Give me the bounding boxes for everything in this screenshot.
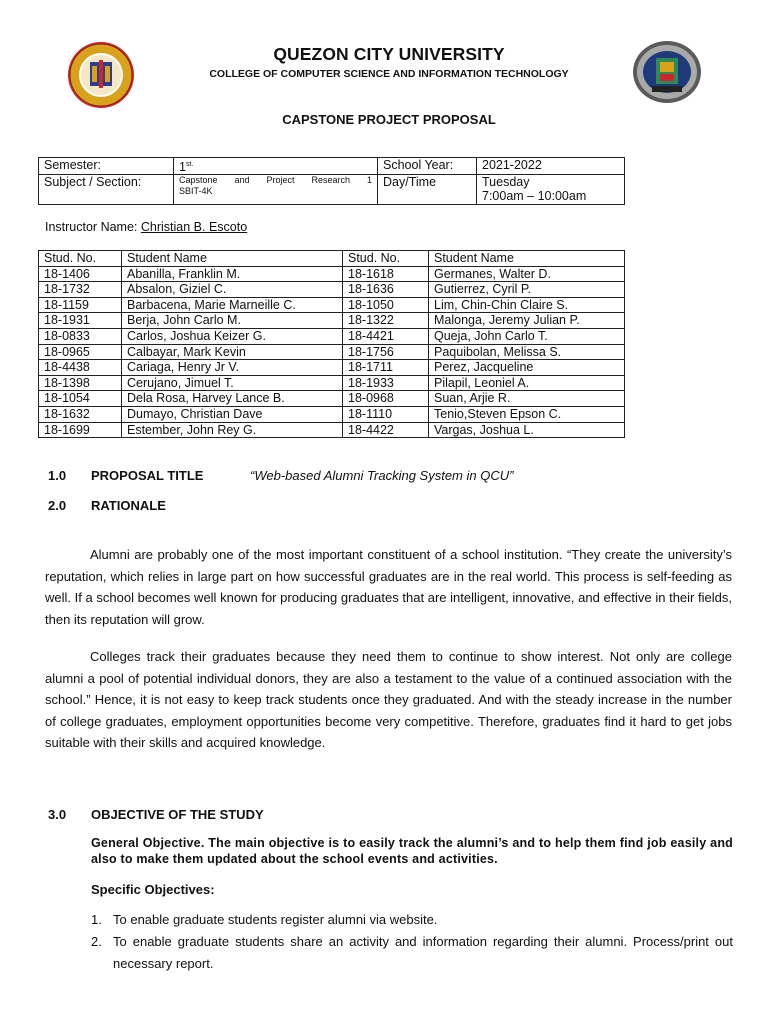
student-name-cell: Berja, John Carlo M. <box>122 313 343 329</box>
column-header: Stud. No. <box>343 251 429 267</box>
list-item-number: 1. <box>91 912 102 927</box>
students-table-header <box>39 251 625 267</box>
rationale-paragraph-1: Alumni are probably one of the most important constituent of a school institution. “They create the university’s reputation, which relies in large part on how successful graduates are in the real world. This process is self-feeding as well. If a school becomes well known for producing graduates that are intelligent, innovative, and effective in their fields, then its reputation will grow. <box>45 547 732 627</box>
table-row <box>39 282 625 298</box>
table-row <box>39 344 625 360</box>
student-number-cell: 18-1711 <box>343 360 429 376</box>
list-item-text: To enable graduate students share an activity and information regarding their alumni. Process/print out necessary report. <box>113 934 733 971</box>
student-name-cell: Perez, Jacqueline <box>429 360 625 376</box>
section-3-title: OBJECTIVE OF THE STUDY <box>91 807 264 822</box>
student-number-cell: 18-4421 <box>343 328 429 344</box>
column-header: Stud. No. <box>39 251 122 267</box>
student-number-cell: 18-1732 <box>39 282 122 298</box>
student-number-cell: 18-1322 <box>343 313 429 329</box>
semester-label: Semester: <box>39 158 174 175</box>
student-number-cell: 18-1398 <box>39 375 122 391</box>
table-row <box>39 266 625 282</box>
table-row <box>39 360 625 376</box>
table-row <box>39 328 625 344</box>
instructor-label: Instructor Name: <box>45 220 141 234</box>
student-name-cell: Dela Rosa, Harvey Lance B. <box>122 391 343 407</box>
student-number-cell: 18-0833 <box>39 328 122 344</box>
document-title: CAPSTONE PROJECT PROPOSAL <box>282 112 496 127</box>
semester-value: $1^{st.}$ <box>174 158 378 175</box>
list-item-number: 2. <box>91 934 102 949</box>
student-name-cell: Calbayar, Mark Kevin <box>122 344 343 360</box>
subject-line-1 <box>179 175 372 186</box>
daytime-label: Day/Time <box>378 175 477 205</box>
table-row <box>39 406 625 422</box>
specific-objectives-label: Specific Objectives: <box>91 882 215 897</box>
list-item <box>91 909 733 931</box>
student-name-cell: Absalon, Giziel C. <box>122 282 343 298</box>
subject-word: 1 <box>366 175 372 186</box>
student-name-cell: Gutierrez, Cyril P. <box>429 282 625 298</box>
subject-word: Project <box>266 175 295 186</box>
student-number-cell: 18-1618 <box>343 266 429 282</box>
student-number-cell: 18-1699 <box>39 422 122 438</box>
student-number-cell: 18-1931 <box>39 313 122 329</box>
specific-objectives-list <box>91 909 733 975</box>
students-table <box>38 250 625 438</box>
ccsit-seal-logo <box>632 40 702 104</box>
student-number-cell: 18-0965 <box>39 344 122 360</box>
school-year-value: 2021-2022 <box>477 158 625 175</box>
student-number-cell: 18-1110 <box>343 406 429 422</box>
student-number-cell: 18-1406 <box>39 266 122 282</box>
student-name-cell: Cerujano, Jimuel T. <box>122 375 343 391</box>
student-number-cell: 18-4438 <box>39 360 122 376</box>
student-name-cell: Carlos, Joshua Keizer G. <box>122 328 343 344</box>
table-row <box>39 422 625 438</box>
course-info-table <box>38 157 625 205</box>
student-number-cell: 18-1050 <box>343 297 429 313</box>
student-number-cell: 18-1632 <box>39 406 122 422</box>
student-name-cell: Queja, John Carlo T. <box>429 328 625 344</box>
list-item-text: To enable graduate students register alumni via website. <box>113 912 438 927</box>
student-number-cell: 18-0968 <box>343 391 429 407</box>
table-row <box>39 375 625 391</box>
student-number-cell: 18-1054 <box>39 391 122 407</box>
subject-line-2: SBIT-4K <box>179 186 213 197</box>
student-name-cell: Paquibolan, Melissa S. <box>429 344 625 360</box>
instructor-line <box>45 220 247 234</box>
table-row <box>39 391 625 407</box>
student-number-cell: 18-1159 <box>39 297 122 313</box>
student-number-cell: 18-1636 <box>343 282 429 298</box>
school-year-label: School Year: <box>378 158 477 175</box>
daytime-value: Tuesday 7:00am – 10:00am <box>477 175 625 205</box>
section-3-number: 3.0 <box>48 807 67 822</box>
column-header: Student Name <box>122 251 343 267</box>
student-name-cell: Pilapil, Leoniel A. <box>429 375 625 391</box>
student-number-cell: 18-4422 <box>343 422 429 438</box>
student-name-cell: Germanes, Walter D. <box>429 266 625 282</box>
student-name-cell: Cariaga, Henry Jr V. <box>122 360 343 376</box>
section-2-title: RATIONALE <box>91 498 166 513</box>
student-name-cell: Abanilla, Franklin M. <box>122 266 343 282</box>
table-row <box>39 313 625 329</box>
subject-word: Research <box>311 175 351 186</box>
list-item <box>91 931 733 975</box>
section-1-title: PROPOSAL TITLE <box>91 468 204 483</box>
proposal-title: “Web-based Alumni Tracking System in QCU” <box>250 468 514 483</box>
table-row <box>39 297 625 313</box>
student-name-cell: Malonga, Jeremy Julian P. <box>429 313 625 329</box>
student-number-cell: 18-1756 <box>343 344 429 360</box>
subject-word: and <box>234 175 250 186</box>
college-name: COLLEGE OF COMPUTER SCIENCE AND INFORMATION TECHNOLOGY <box>209 68 569 80</box>
column-header: Student Name <box>429 251 625 267</box>
student-name-cell: Dumayo, Christian Dave <box>122 406 343 422</box>
subject-word: Capstone <box>179 175 218 186</box>
rationale-paragraph-2: Colleges track their graduates because they need them to continue to show interest. Not only are college alumni a pool of potential individual donors, they are also a testament to the value of a continued association with the school.” Hence, it is not easy to keep track students once they graduated. And with the steady increase in the number of college graduates, employment opportunities become very competitive. Therefore, graduates find it hard to get jobs suitable with their skills and acquired knowledge. <box>45 649 732 750</box>
student-name-cell: Tenio,Steven Epson C. <box>429 406 625 422</box>
subject-label: Subject / Section: <box>39 175 174 205</box>
student-name-cell: Estember, John Rey G. <box>122 422 343 438</box>
subject-value <box>174 175 378 205</box>
section-1-number: 1.0 <box>48 468 67 483</box>
general-objective: General Objective. The main objective is to easily track the alumni’s and to help them find job easily and also to make them updated about the school events and activities. <box>91 836 733 866</box>
instructor-name: Christian B. Escoto <box>140 220 248 234</box>
student-name-cell: Vargas, Joshua L. <box>429 422 625 438</box>
student-number-cell: 18-1933 <box>343 375 429 391</box>
university-name: QUEZON CITY UNIVERSITY <box>273 44 505 64</box>
section-2-number: 2.0 <box>48 498 67 513</box>
student-name-cell: Suan, Arjie R. <box>429 391 625 407</box>
student-name-cell: Lim, Chin-Chin Claire S. <box>429 297 625 313</box>
student-name-cell: Barbacena, Marie Marneille C. <box>122 297 343 313</box>
